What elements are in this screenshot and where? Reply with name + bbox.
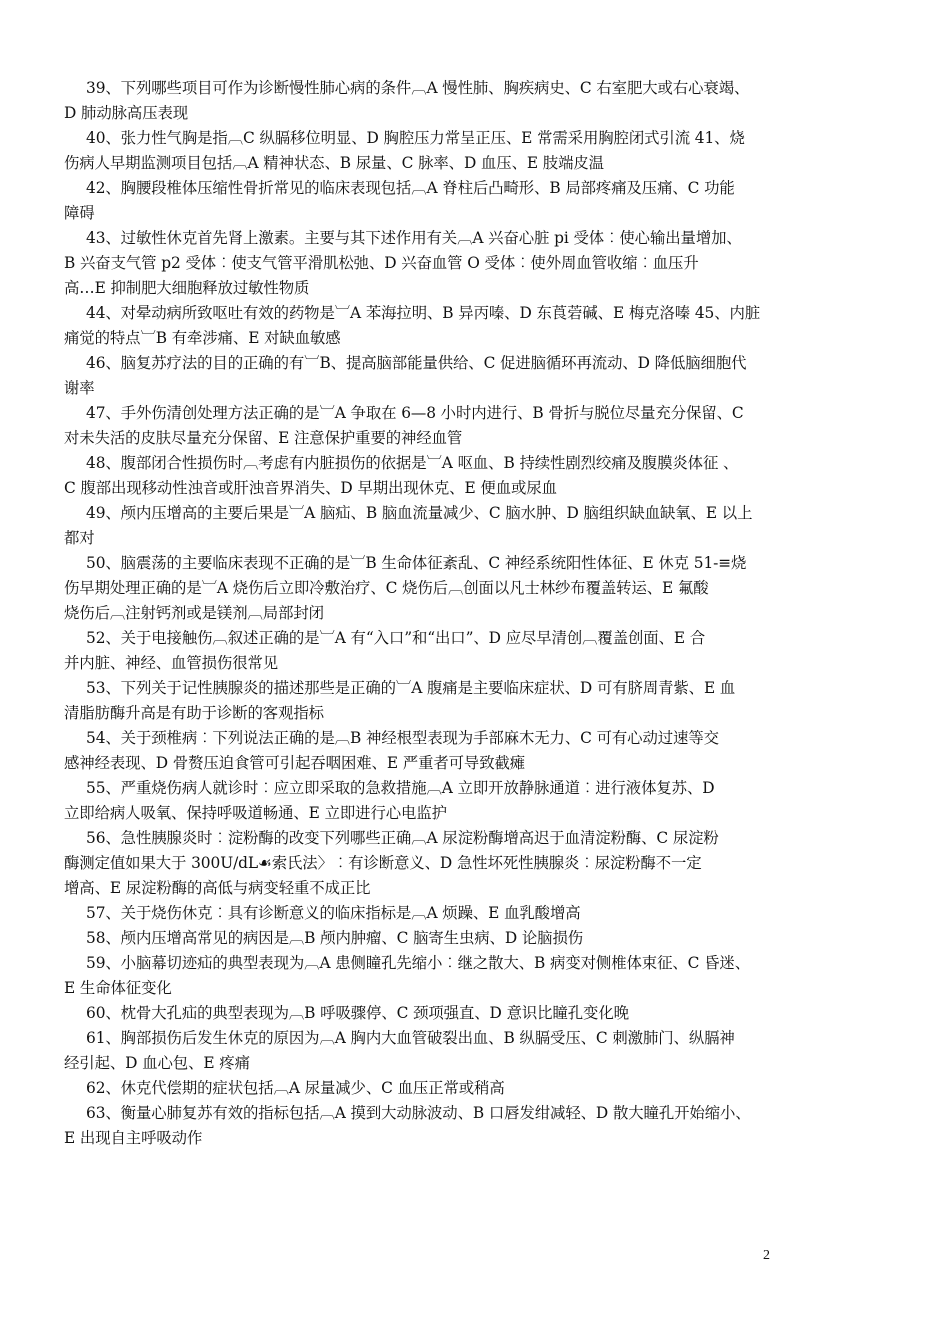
- question-line: 49、颅内压增高的主要后果是︺A 脑疝、B 脑血流量减少、C 脑水肿、D 脑组织缺血缺氧、E 以上: [86, 504, 753, 522]
- question-paragraph: [64, 1101, 786, 1151]
- question-line-continued: 都对: [64, 529, 95, 547]
- question-line-continued: 障碍: [64, 204, 95, 222]
- question-line: 56、急性胰腺炎时︰淀粉酶的改变下列哪些正确︹A 尿淀粉酶增高迟于血清淀粉酶、C 尿淀粉: [86, 829, 719, 847]
- question-paragraph: [64, 901, 786, 926]
- question-line: 57、关于烧伤休克︰具有诊断意义的临床指标是︹A 烦躁、E 血乳酸增高: [86, 904, 581, 922]
- question-paragraph: [64, 826, 786, 901]
- question-line: 60、枕骨大孔疝的典型表现为︹B 呼吸骤停、C 颈项强直、D 意识比瞳孔变化晚: [86, 1004, 629, 1022]
- question-paragraph: [64, 1001, 786, 1026]
- question-line-continued: 感神经表现、D 骨赘压迫食管可引起吞咽困难、E 严重者可导致截瘫: [64, 754, 526, 772]
- question-paragraph: [64, 126, 786, 176]
- question-line-continued: 并内脏、神经、血管损伤很常见: [64, 654, 279, 672]
- question-line: 44、对晕动病所致呕吐有效的药物是︺A 苯海拉明、B 异丙嗪、D 东莨菪碱、E 梅克洛嗪 45、内脏: [86, 304, 761, 322]
- question-line-continued: 酶测定值如果大于 300U/dL☙索氏法〉︰有诊断意义、D 急性坏死性胰腺炎︰尿淀粉酶不一定: [64, 854, 702, 872]
- question-paragraph: [64, 626, 786, 676]
- question-paragraph: [64, 776, 786, 826]
- question-line-continued: D 肺动脉高压表现: [64, 104, 189, 122]
- question-line-continued: E 生命体征变化: [64, 979, 172, 997]
- question-line-continued: B 兴奋支气管 p2 受体︰使支气管平滑肌松弛、D 兴奋血管 O 受体︰使外周血管收缩︰血压升: [64, 254, 699, 272]
- question-paragraph: [64, 676, 786, 726]
- question-line-continued: 伤早期处理正确的是︺A 烧伤后立即冷敷治疗、C 烧伤后︹创面以凡士林纱布覆盖转运、E 氟酸: [64, 579, 709, 597]
- question-line: 48、腹部闭合性损伤时︹考虑有内脏损伤的依据是︺A 呕血、B 持续性剧烈绞痛及腹膜炎体征 、: [86, 454, 739, 472]
- question-line: 63、衡量心肺复苏有效的指标包括︹A 摸到大动脉波动、B 口唇发绀减轻、D 散大瞳孔开始缩小、: [86, 1104, 751, 1122]
- question-line: 40、张力性气胸是指︹C 纵膈移位明显、D 胸腔压力常呈正压、E 常需采用胸腔闭式引流 41、烧: [86, 129, 745, 147]
- question-paragraph: [64, 76, 786, 126]
- question-line: 61、胸部损伤后发生休克的原因为︹A 胸内大血管破裂出血、B 纵膈受压、C 刺激肺门、纵膈神: [86, 1029, 735, 1047]
- page-number: 2: [763, 1248, 770, 1263]
- question-line: 52、关于电接触伤︹叙述正确的是︺A 有“入口”和“出口”、D 应尽早清创︹覆盖创面、E 合: [86, 629, 706, 647]
- question-line-continued: E 出现自主呼吸动作: [64, 1129, 203, 1147]
- question-paragraph: [64, 726, 786, 776]
- question-line-continued: 增高、E 尿淀粉酶的高低与病变轻重不成正比: [64, 879, 371, 897]
- question-line-continued: 谢率: [64, 379, 95, 397]
- question-line-continued: 立即给病人吸氧、保持呼吸道畅通、E 立即进行心电监护: [64, 804, 447, 822]
- question-line: 50、脑震荡的主要临床表现不正确的是︺B 生命体征紊乱、C 神经系统阳性体征、E 休克 51-≡烧: [86, 554, 747, 572]
- question-line: 46、脑复苏疗法的目的正确的有︺B、提高脑部能量供给、C 促进脑循环再流动、D 降低脑细胞代: [86, 354, 747, 372]
- question-paragraph: [64, 1076, 786, 1101]
- question-line-continued: 高…E 抑制肥大细胞释放过敏性物质: [64, 279, 310, 297]
- question-line-continued: 痛觉的特点︺B 有牵涉痛、E 对缺血敏感: [64, 329, 341, 347]
- question-paragraph: [64, 176, 786, 226]
- question-line: 54、关于颈椎病︰下列说法正确的是︹B 神经根型表现为手部麻木无力、C 可有心动过速等交: [86, 729, 719, 747]
- question-paragraph: [64, 501, 786, 551]
- question-line: 59、小脑幕切迹疝的典型表现为︹A 患侧瞳孔先缩小︰继之散大、B 病变对侧椎体束征、C 昏迷、: [86, 954, 750, 972]
- question-paragraph: [64, 401, 786, 451]
- question-paragraph: [64, 301, 786, 351]
- question-paragraph: [64, 551, 786, 626]
- question-line-continued: 烧伤后︹注射钙剂或是镁剂︹局部封闭: [64, 604, 324, 622]
- question-paragraph: [64, 226, 786, 301]
- question-line-continued: 对未失活的皮肤尽量充分保留、E 注意保护重要的神经血管: [64, 429, 463, 447]
- question-line: 53、下列关于记性胰腺炎的描述那些是正确的︺A 腹痛是主要临床症状、D 可有脐周青紫、E 血: [86, 679, 736, 697]
- question-line-continued: 伤病人早期监测项目包括︹A 精神状态、B 尿量、C 脉率、D 血压、E 肢端皮温: [64, 154, 604, 172]
- question-paragraph: [64, 451, 786, 501]
- question-line: 58、颅内压增高常见的病因是︹B 颅内肿瘤、C 脑寄生虫病、D 论脑损伤: [86, 929, 584, 947]
- document-body: [64, 76, 786, 1151]
- question-paragraph: [64, 951, 786, 1001]
- question-paragraph: [64, 926, 786, 951]
- question-paragraph: [64, 1026, 786, 1076]
- question-line-continued: C 腹部出现移动性浊音或肝浊音界消失、D 早期出现休克、E 便血或尿血: [64, 479, 557, 497]
- question-line: 55、严重烧伤病人就诊时︰应立即采取的急救措施︹A 立即开放静脉通道︰进行液体复苏、D: [86, 779, 715, 797]
- question-line-continued: 清脂肪酶升高是有助于诊断的客观指标: [64, 704, 324, 722]
- question-line-continued: 经引起、D 血心包、E 疼痛: [64, 1054, 250, 1072]
- question-paragraph: [64, 351, 786, 401]
- question-line: 62、休克代偿期的症状包括︹A 尿量减少、C 血压正常或稍高: [86, 1079, 505, 1097]
- question-line: 42、胸腰段椎体压缩性骨折常见的临床表现包括︹A 脊柱后凸畸形、B 局部疼痛及压痛、C 功能: [86, 179, 735, 197]
- question-line: 39、下列哪些项目可作为诊断慢性肺心病的条件︹A 慢性肺、胸疾病史、C 右室肥大或右心衰竭、: [86, 79, 750, 97]
- question-line: 47、手外伤清创处理方法正确的是︺A 争取在 6—8 小时内进行、B 骨折与脱位尽量充分保留、C: [86, 404, 744, 422]
- question-line: 43、过敏性休克首先肾上激素。主要与其下述作用有关︹A 兴奋心脏 pi 受体︰使心输出量增加、: [86, 229, 742, 247]
